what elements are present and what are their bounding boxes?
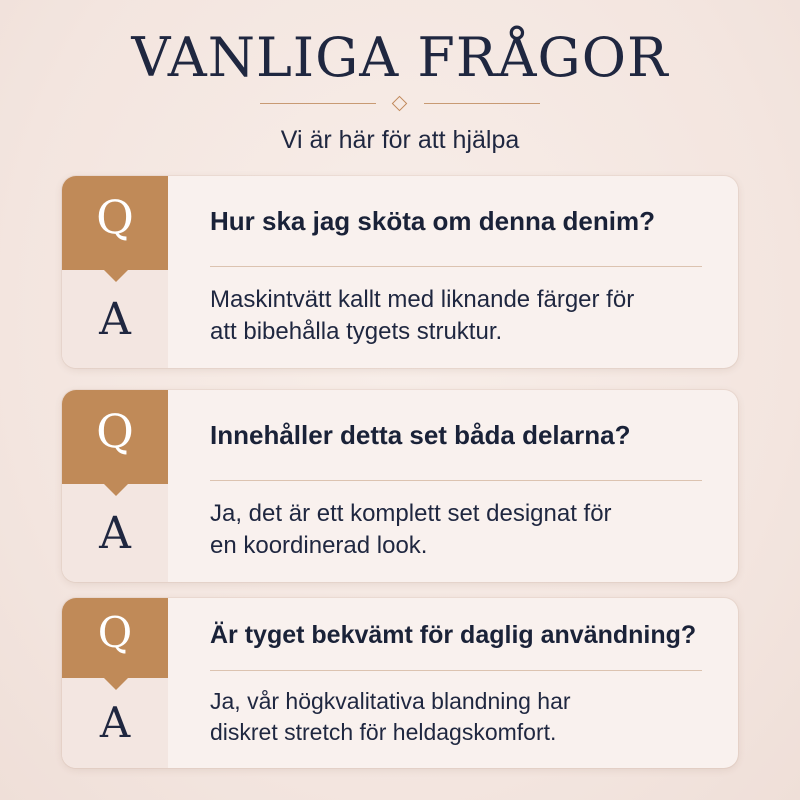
a-letter: A [99, 698, 131, 747]
a-letter: A [99, 294, 131, 345]
faq-answer-line: att bibehålla tygets struktur. [210, 318, 503, 346]
speech-pointer-icon [104, 270, 128, 282]
qa-divider [210, 480, 702, 481]
faq-answer-line: Ja, vår högkvalitativa blandning har [210, 688, 571, 714]
faq-question: Hur ska jag sköta om denna denim? [210, 206, 655, 236]
qa-divider [210, 266, 702, 267]
faq-answer [210, 686, 710, 748]
q-letter: Q [96, 190, 134, 244]
divider-line-right [424, 103, 540, 104]
divider-line-left [260, 103, 376, 104]
page-title: VANLIGA FRÅGOR [131, 26, 669, 89]
question-badge [62, 390, 168, 484]
faq-answer [210, 498, 710, 563]
diamond-ornament-icon [392, 96, 408, 112]
qa-divider [210, 670, 702, 671]
q-letter: Q [96, 404, 134, 458]
faq-answer-line: Maskintvätt kallt med liknande färger för [210, 286, 635, 313]
faq-answer-line: en koordinerad look. [210, 532, 428, 560]
faq-card [62, 598, 738, 768]
page-subtitle: Vi är här för att hjälpa [280, 126, 520, 154]
faq-answer-line: diskret stretch för heldagskomfort. [210, 719, 557, 746]
a-letter: A [99, 508, 131, 559]
faq-question: Är tyget bekvämt för daglig användning? [210, 621, 697, 649]
q-letter: Q [97, 608, 133, 657]
faq-card [62, 390, 738, 582]
faq-card [62, 176, 738, 368]
speech-pointer-icon [104, 678, 128, 690]
question-badge [62, 176, 168, 270]
faq-answer [210, 284, 710, 349]
faq-answer-line: Ja, det är ett komplett set designat för [210, 500, 612, 527]
speech-pointer-icon [104, 484, 128, 496]
faq-question: Innehåller detta set båda delarna? [210, 420, 631, 450]
question-badge [62, 598, 168, 678]
title-divider [260, 96, 540, 112]
